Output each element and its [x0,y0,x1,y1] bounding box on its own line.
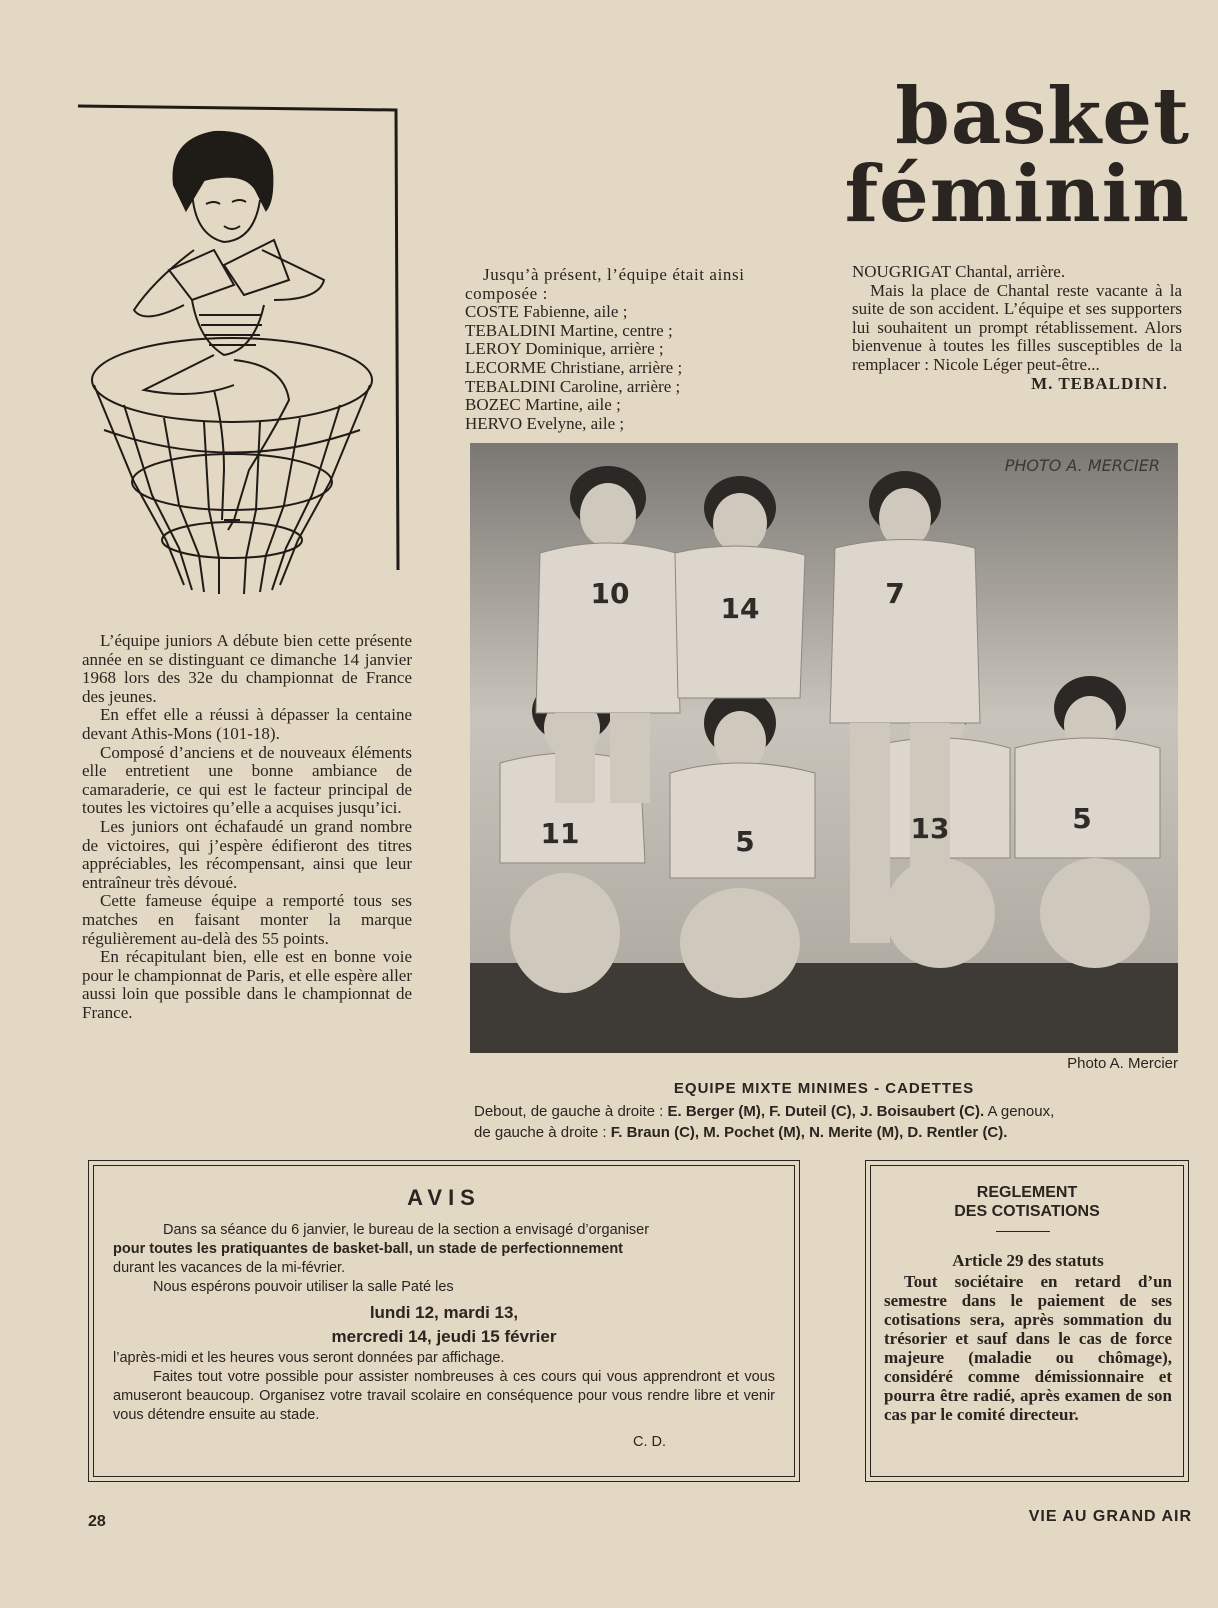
roster-player: LECORME Christiane, arrière ; [465,357,683,377]
jersey-number: 11 [540,817,580,850]
article-paragraph: Composé d’anciens et de nouveaux éléments elle entretient une bonne ambiance de camaraderie, ce qui est le facteur principal de toutes les victoires qu’elle a acquises jusqu’ici. [82,742,412,818]
avis-signature: C. D. [633,1434,667,1450]
reglement-body [884,1251,1172,1424]
article-paragraph: Les juniors ont échafaudé un grand nombre de victoires, qui j’espère édifieront des titres appréciables, les récompensant, ainsi que leur entraîneur très dévoué. [82,816,412,892]
reglement-box [865,1160,1189,1482]
left-column [82,632,412,1022]
roster-player: TEBALDINI Caroline, arrière ; [465,376,681,396]
caption-label: Debout, de gauche à droite : [474,1103,668,1120]
photo-caption [474,1101,1194,1143]
right-paragraph: Mais la place de Chantal reste vacante à la suite de son accident. L’équipe et ses supporters lui souhaitent un prompt rétablissement. Alors bienvenue à toutes les filles susceptibles de la remplacer : Nicole Léger peut-être... [852,280,1182,374]
avis-text: Nous espérons pouvoir utiliser la salle Paté les [153,1279,454,1295]
reglement-title-line: DES COTISATIONS [954,1203,1100,1220]
article-title: basket féminin [844,71,1190,240]
avis-text: Faites tout votre possible pour assister nombreuses à ces cours qui vous apprendront et vous amuseront beaucoup. Organisez votre travail scolaire en conséquence pour vous rendre libre et venir vous détendre ensuite au stade. [113,1369,775,1423]
photo-credit: Photo A. Mercier [1067,1055,1178,1072]
roster-player: BOZEC Martine, aile ; [465,395,621,415]
roster-player: TEBALDINI Martine, centre ; [465,320,673,340]
photo-caption-title: EQUIPE MIXTE MINIMES - CADETTES [673,1080,975,1097]
team-photo [470,443,1178,1053]
article-paragraph: Cette fameuse équipe a remporté tous ses matches en faisant monter la marque régulièrement au-delà des 55 points. [82,891,412,948]
jersey-number: 14 [720,592,760,625]
avis-text-bold: pour toutes les pratiquantes de basket-ball, un stade de perfectionnement [113,1241,624,1257]
avis-dates: mercredi 14, jeudi 15 février [331,1327,557,1346]
avis-box [88,1160,800,1482]
basketball-girl-illustration [74,100,410,595]
caption-label: de gauche à droite : [474,1124,611,1141]
reglement-article: Article 29 des statuts [952,1251,1104,1270]
jersey-number: 7 [885,577,905,610]
article-paragraph: En récapitulant bien, elle est en bonne voie pour le championnat de Paris, et elle espère aller aussi loin que possible dans le championnat de France. [82,947,412,1022]
avis-text: durant les vacances de la mi-février. [113,1260,346,1276]
author-signature: M. TEBALDINI. [1031,373,1168,393]
roster-player: COSTE Fabienne, aile ; [465,302,628,322]
roster-column [465,266,795,433]
roster-player: LEROY Dominique, arrière ; [465,339,664,359]
divider [996,1231,1050,1232]
photo-handwritten-credit: PHOTO A. MERCIER [1004,456,1160,475]
avis-heading: AVIS [407,1185,481,1210]
jersey-number: 5 [1072,802,1092,835]
roster-intro: Jusqu’à présent, l’équipe était ainsi composée : [465,265,745,303]
right-column [852,263,1182,393]
avis-body [113,1221,775,1452]
roster-last-player: NOUGRIGAT Chantal, arrière. [852,262,1066,281]
jersey-number: 13 [910,812,950,845]
jersey-number: 10 [590,577,630,610]
avis-text: Dans sa séance du 6 janvier, le bureau de la section a envisagé d’organiser [163,1222,650,1238]
article-paragraph: L’équipe juniors A débute bien cette présente année en se distinguant ce dimanche 14 janvier 1968 lors des 32e du championnat de France des jeunes. [82,631,412,706]
reglement-title [866,1183,1188,1221]
reglement-title-line: REGLEMENT [976,1184,1078,1201]
reglement-text: Tout sociétaire en retard d’un semestre dans le paiement de ses cotisations sera, après sommation du trésorier et sauf dans le cas de force majeure (maladie ou chômage), considéré comme démissionnaire et pourra être radié, après examen de son cas par le comité directeur. [884,1272,1172,1424]
magazine-name: VIE AU GRAND AIR [1028,1508,1192,1525]
caption-label: A genoux, [984,1103,1055,1120]
caption-names: E. Berger (M), F. Duteil (C), J. Boisaubert (C). [667,1103,985,1120]
page-number: 28 [88,1513,106,1530]
roster-player: HERVO Evelyne, aile ; [465,413,625,433]
jersey-number: 5 [735,825,755,858]
avis-text: l’après-midi et les heures vous seront données par affichage. [113,1350,505,1366]
caption-names: F. Braun (C), M. Pochet (M), N. Merite (M), D. Rentler (C). [610,1124,1008,1141]
avis-dates: lundi 12, mardi 13, [369,1303,519,1322]
article-paragraph: En effet elle a réussi à dépasser la centaine devant Athis-Mons (101-18). [82,705,412,743]
